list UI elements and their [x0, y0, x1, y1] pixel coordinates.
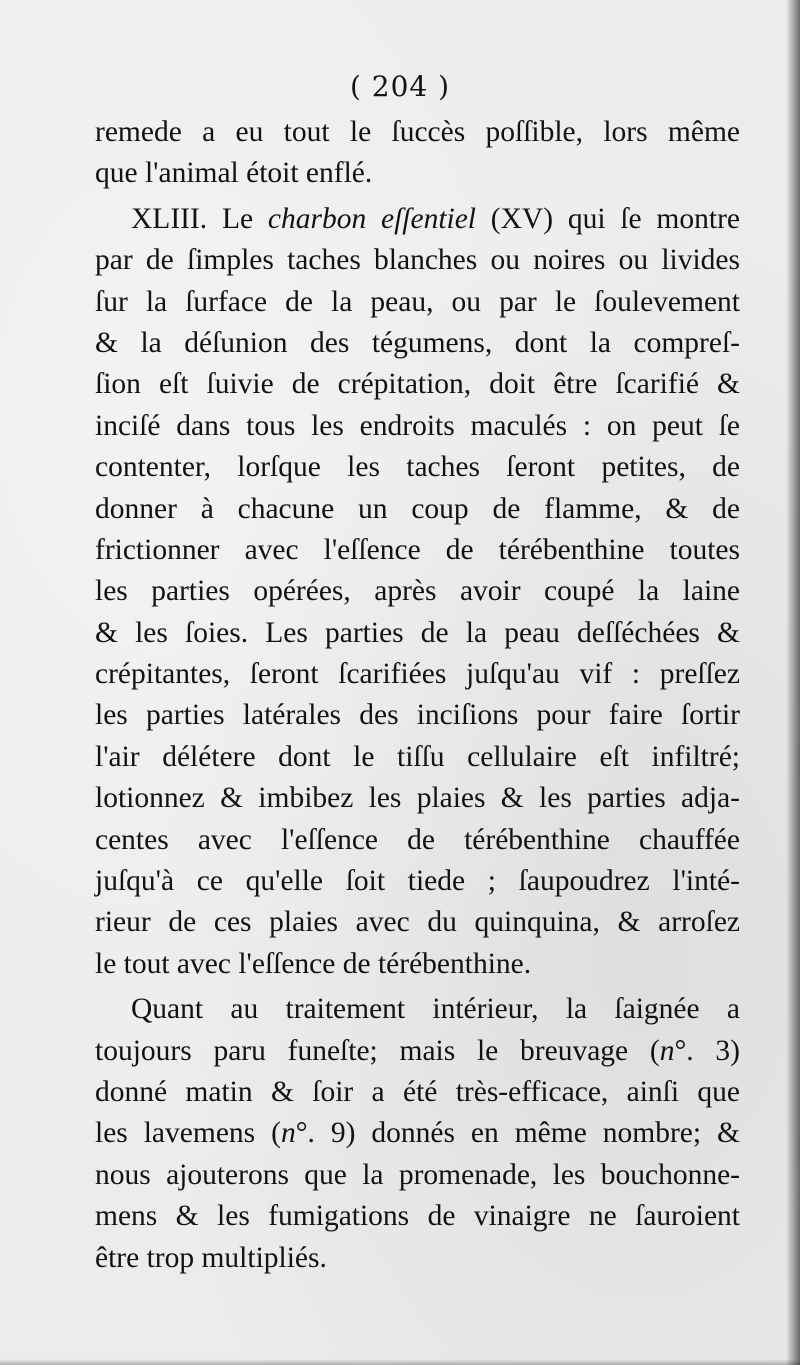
text-line: inciſé dans tous les endroits maculés : on peut ſe: [95, 409, 740, 442]
text-line: donné matin & ſoir a été très-efficace, ainſi que: [95, 1075, 740, 1108]
text-line: mens & les fumigations de vinaigre ne ſauroient: [95, 1200, 740, 1233]
text-line: Quant au traitement intérieur, la ſaignée a: [131, 993, 740, 1026]
text-line: donner à chacune un coup de flamme, & de: [95, 492, 740, 525]
numero-abbrev: n: [659, 1034, 675, 1067]
text-line: frictionner avec l'eſſence de térébenthine toutes: [95, 533, 740, 566]
text-line: ſion eſt ſuivie de crépitation, doit être ſcarifié &: [95, 368, 740, 401]
text-line: l'air délétere dont le tiſſu cellulaire eſt infiltré;: [95, 740, 740, 773]
text-run: les lavemens (: [95, 1117, 281, 1150]
body-text: [95, 112, 740, 1279]
text-line: nous ajouterons que la promenade, les bouchonne-: [95, 1158, 740, 1191]
text-line: & la déſunion des tégumens, dont la compreſ-: [95, 326, 740, 359]
text-line: ſur la ſurface de la peau, ou par le ſoulevement: [95, 285, 740, 318]
text-line: remede a eu tout le ſuccès poſſible, lors même: [95, 116, 740, 148]
text-line: rieur de ces plaies avec du quinquina, & arroſez: [95, 906, 740, 939]
text-line: [95, 1113, 740, 1154]
text-line: que l'animal étoit enflé.: [95, 157, 373, 190]
text-line: les parties latérales des inciſions pour faire ſortir: [95, 699, 740, 732]
section-number: XLIII. Le: [131, 202, 268, 235]
text-line: [95, 1031, 740, 1072]
text-line: centes avec l'eſſence de térébenthine chauffée: [95, 823, 740, 856]
text-line: être trop multipliés.: [95, 1241, 327, 1274]
numero-abbrev: n: [280, 1117, 296, 1150]
text-line: contenter, lorſque les taches ſeront petites, de: [95, 451, 740, 484]
text-line: lotionnez & imbibez les plaies & les parties adja-: [95, 782, 740, 815]
text-line: par de ſimples taches blanches ou noires ou livides: [95, 244, 740, 277]
text-line: juſqu'à ce qu'elle ſoit tiede ; ſaupoudrez l'inté-: [95, 865, 740, 898]
text-run: °. 3): [674, 1034, 740, 1067]
text-run: °. 9) donnés en même nombre; &: [295, 1117, 740, 1150]
page-edge-shadow: [786, 0, 800, 1365]
section-heading-line: [95, 199, 740, 240]
text-line: le tout avec l'eſſence de térébenthine.: [95, 947, 532, 980]
text-line: crépitantes, ſeront ſcarifiées juſqu'au vif : preſſez: [95, 658, 740, 691]
text-run: (XV) qui ſe montre: [476, 202, 740, 235]
text-run: toujours paru funeſte; mais le breuvage (: [95, 1034, 660, 1067]
italic-term: charbon eſſentiel: [267, 202, 477, 235]
text-line: & les ſoies. Les parties de la peau deſſéchées &: [95, 616, 740, 649]
page-number: ( 204 ): [349, 70, 451, 103]
page-bottom-shadow: [0, 1359, 800, 1365]
text-line: les parties opérées, après avoir coupé la laine: [95, 575, 740, 608]
